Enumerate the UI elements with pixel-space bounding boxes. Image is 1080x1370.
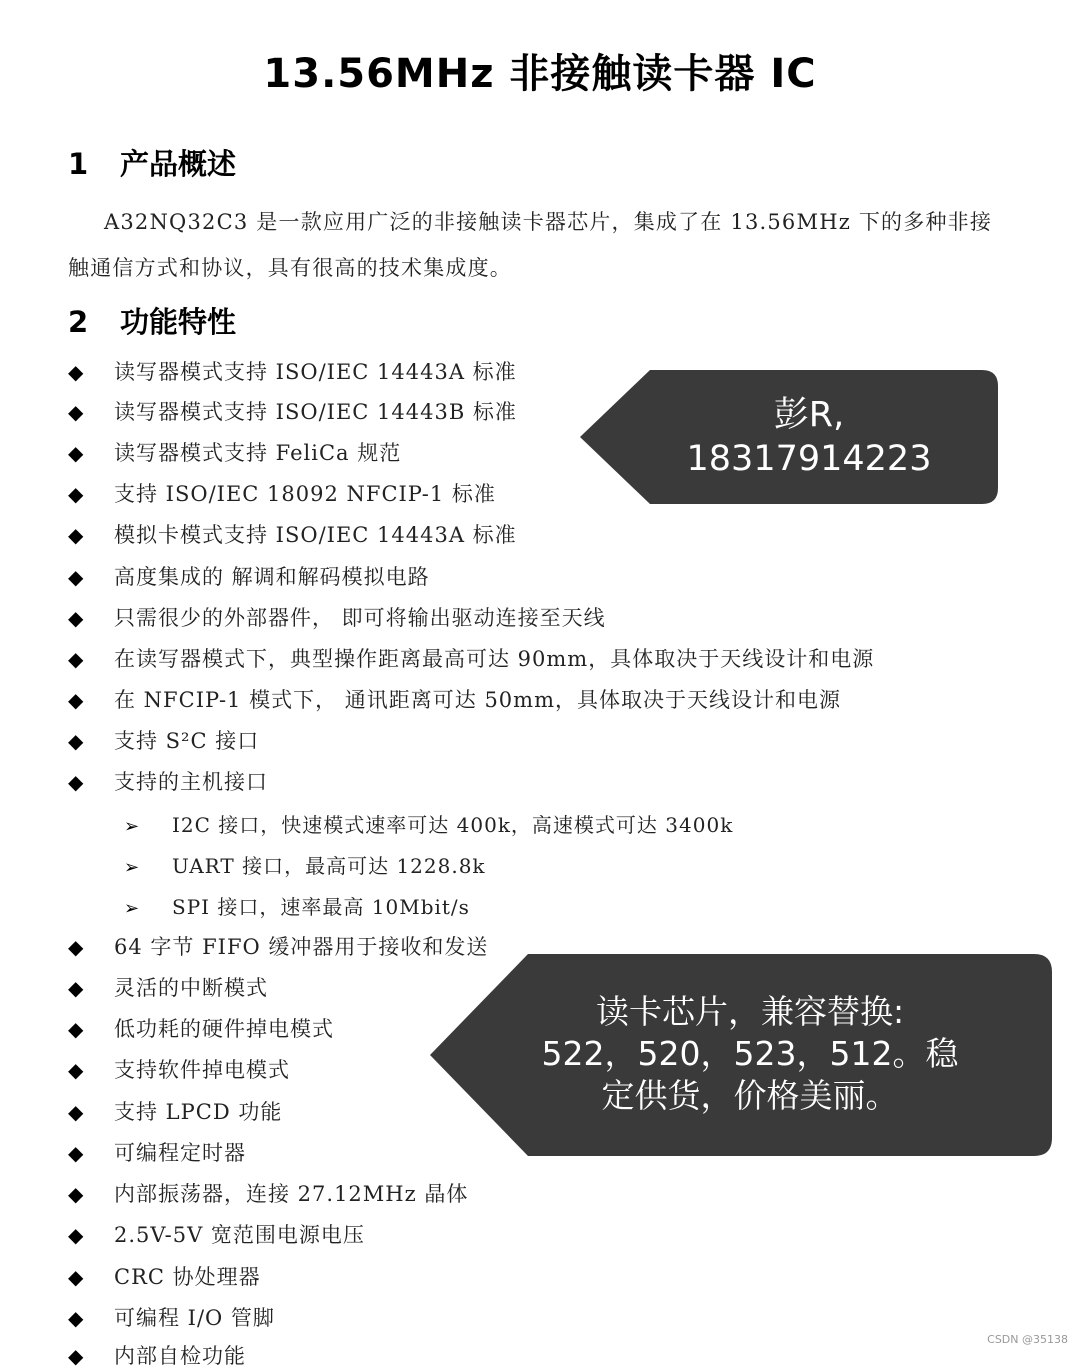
bullet-diamond-icon: ◆ <box>68 360 85 384</box>
bullet-diamond-icon: ◆ <box>68 1344 85 1368</box>
feature-item: ◆ 可编程 I/O 管脚 <box>68 1306 275 1330</box>
feature-item: ◆ 灵活的中断模式 <box>68 976 268 1000</box>
arrow-bullet-icon: ➢ <box>124 857 141 878</box>
section-title: 功能特性 <box>120 305 237 339</box>
feature-item: ◆ 64 字节 FIFO 缓冲器用于接收和发送 <box>68 935 489 959</box>
section-number: 1 <box>68 147 89 181</box>
section-number: 2 <box>68 305 89 339</box>
feature-item: ◆ 内部振荡器，连接 27.12MHz 晶体 <box>68 1182 469 1206</box>
bullet-diamond-icon: ◆ <box>68 1223 85 1247</box>
bullet-diamond-icon: ◆ <box>68 729 85 753</box>
promo-callout <box>520 954 980 1154</box>
overview-line-2: 触通信方式和协议，具有很高的技术集成度。 <box>68 256 512 280</box>
feature-item: ◆ 支持 S²C 接口 <box>68 729 260 753</box>
bullet-diamond-icon: ◆ <box>68 565 85 589</box>
overview-line-1: A32NQ32C3 是一款应用广泛的非接触读卡器芯片，集成了在 13.56MHz 下的多种非接 <box>104 210 993 234</box>
bullet-diamond-icon: ◆ <box>68 935 85 959</box>
feature-item: ◆ 只需很少的外部器件， 即可将输出驱动连接至天线 <box>68 606 606 630</box>
promo-line: 定供货，价格美丽。 <box>601 1076 899 1115</box>
document-title: 13.56MHz 非接触读卡器 IC <box>263 51 817 97</box>
bullet-diamond-icon: ◆ <box>68 647 85 671</box>
section-heading-overview <box>68 142 236 183</box>
arrow-bullet-icon: ➢ <box>124 816 141 837</box>
feature-item: ◆ 在读写器模式下，典型操作距离最高可达 90mm，具体取决于天线设计和电源 <box>68 647 875 671</box>
watermark: CSDN @35138 <box>987 1333 1068 1346</box>
bullet-diamond-icon: ◆ <box>68 1017 85 1041</box>
bullet-diamond-icon: ◆ <box>68 441 85 465</box>
feature-item: ◆ 模拟卡模式支持 ISO/IEC 14443A 标准 <box>68 523 517 547</box>
feature-item: ◆ 读写器模式支持 ISO/IEC 14443B 标准 <box>68 400 517 424</box>
bullet-diamond-icon: ◆ <box>68 1306 85 1330</box>
promo-line: 读卡芯片，兼容替换: <box>595 992 905 1031</box>
feature-item: ◆ 支持 LPCD 功能 <box>68 1100 283 1124</box>
bullet-diamond-icon: ◆ <box>68 976 85 1000</box>
bullet-diamond-icon: ◆ <box>68 606 85 630</box>
bullet-diamond-icon: ◆ <box>68 1141 85 1165</box>
bullet-diamond-icon: ◆ <box>68 688 85 712</box>
section-title: 产品概述 <box>120 147 237 181</box>
contact-phone: 18317914223 <box>686 439 932 479</box>
feature-item: ◆ 支持 ISO/IEC 18092 NFCIP-1 标准 <box>68 482 496 506</box>
promo-line: 522，520，523，512。稳 <box>541 1034 959 1073</box>
host-interface-item: ➢ UART 接口，最高可达 1228.8k <box>124 854 486 878</box>
feature-item: ◆ 高度集成的 解调和解码模拟电路 <box>68 565 430 589</box>
section-heading-features <box>68 300 236 341</box>
feature-item: ◆ 低功耗的硬件掉电模式 <box>68 1017 334 1041</box>
bullet-diamond-icon: ◆ <box>68 1265 85 1289</box>
feature-item: ◆ 内部自检功能 <box>68 1344 246 1368</box>
feature-item: ◆ 读写器模式支持 FeliCa 规范 <box>68 441 402 465</box>
feature-item: ◆ 可编程定时器 <box>68 1141 246 1165</box>
bullet-diamond-icon: ◆ <box>68 400 85 424</box>
bullet-diamond-icon: ◆ <box>68 1182 85 1206</box>
host-interface-item: ➢ I2C 接口，快速模式速率可达 400k，高速模式可达 3400k <box>124 813 734 837</box>
feature-item: ◆ 2.5V-5V 宽范围电源电压 <box>68 1223 365 1247</box>
host-interface-item: ➢ SPI 接口，速率最高 10Mbit/s <box>124 895 470 919</box>
feature-item: ◆ 在 NFCIP-1 模式下， 通讯距离可达 50mm，具体取决于天线设计和电源 <box>68 688 841 712</box>
feature-item: ◆ CRC 协处理器 <box>68 1265 261 1289</box>
bullet-diamond-icon: ◆ <box>68 1058 85 1082</box>
contact-callout <box>650 370 968 504</box>
bullet-diamond-icon: ◆ <box>68 482 85 506</box>
feature-item: ◆ 支持软件掉电模式 <box>68 1058 290 1082</box>
feature-item: ◆ 读写器模式支持 ISO/IEC 14443A 标准 <box>68 360 517 384</box>
bullet-diamond-icon: ◆ <box>68 770 85 794</box>
bullet-diamond-icon: ◆ <box>68 1100 85 1124</box>
bullet-diamond-icon: ◆ <box>68 523 85 547</box>
arrow-bullet-icon: ➢ <box>124 898 141 919</box>
contact-name: 彭R, <box>773 395 845 435</box>
feature-item: ◆ 支持的主机接口 <box>68 770 268 794</box>
